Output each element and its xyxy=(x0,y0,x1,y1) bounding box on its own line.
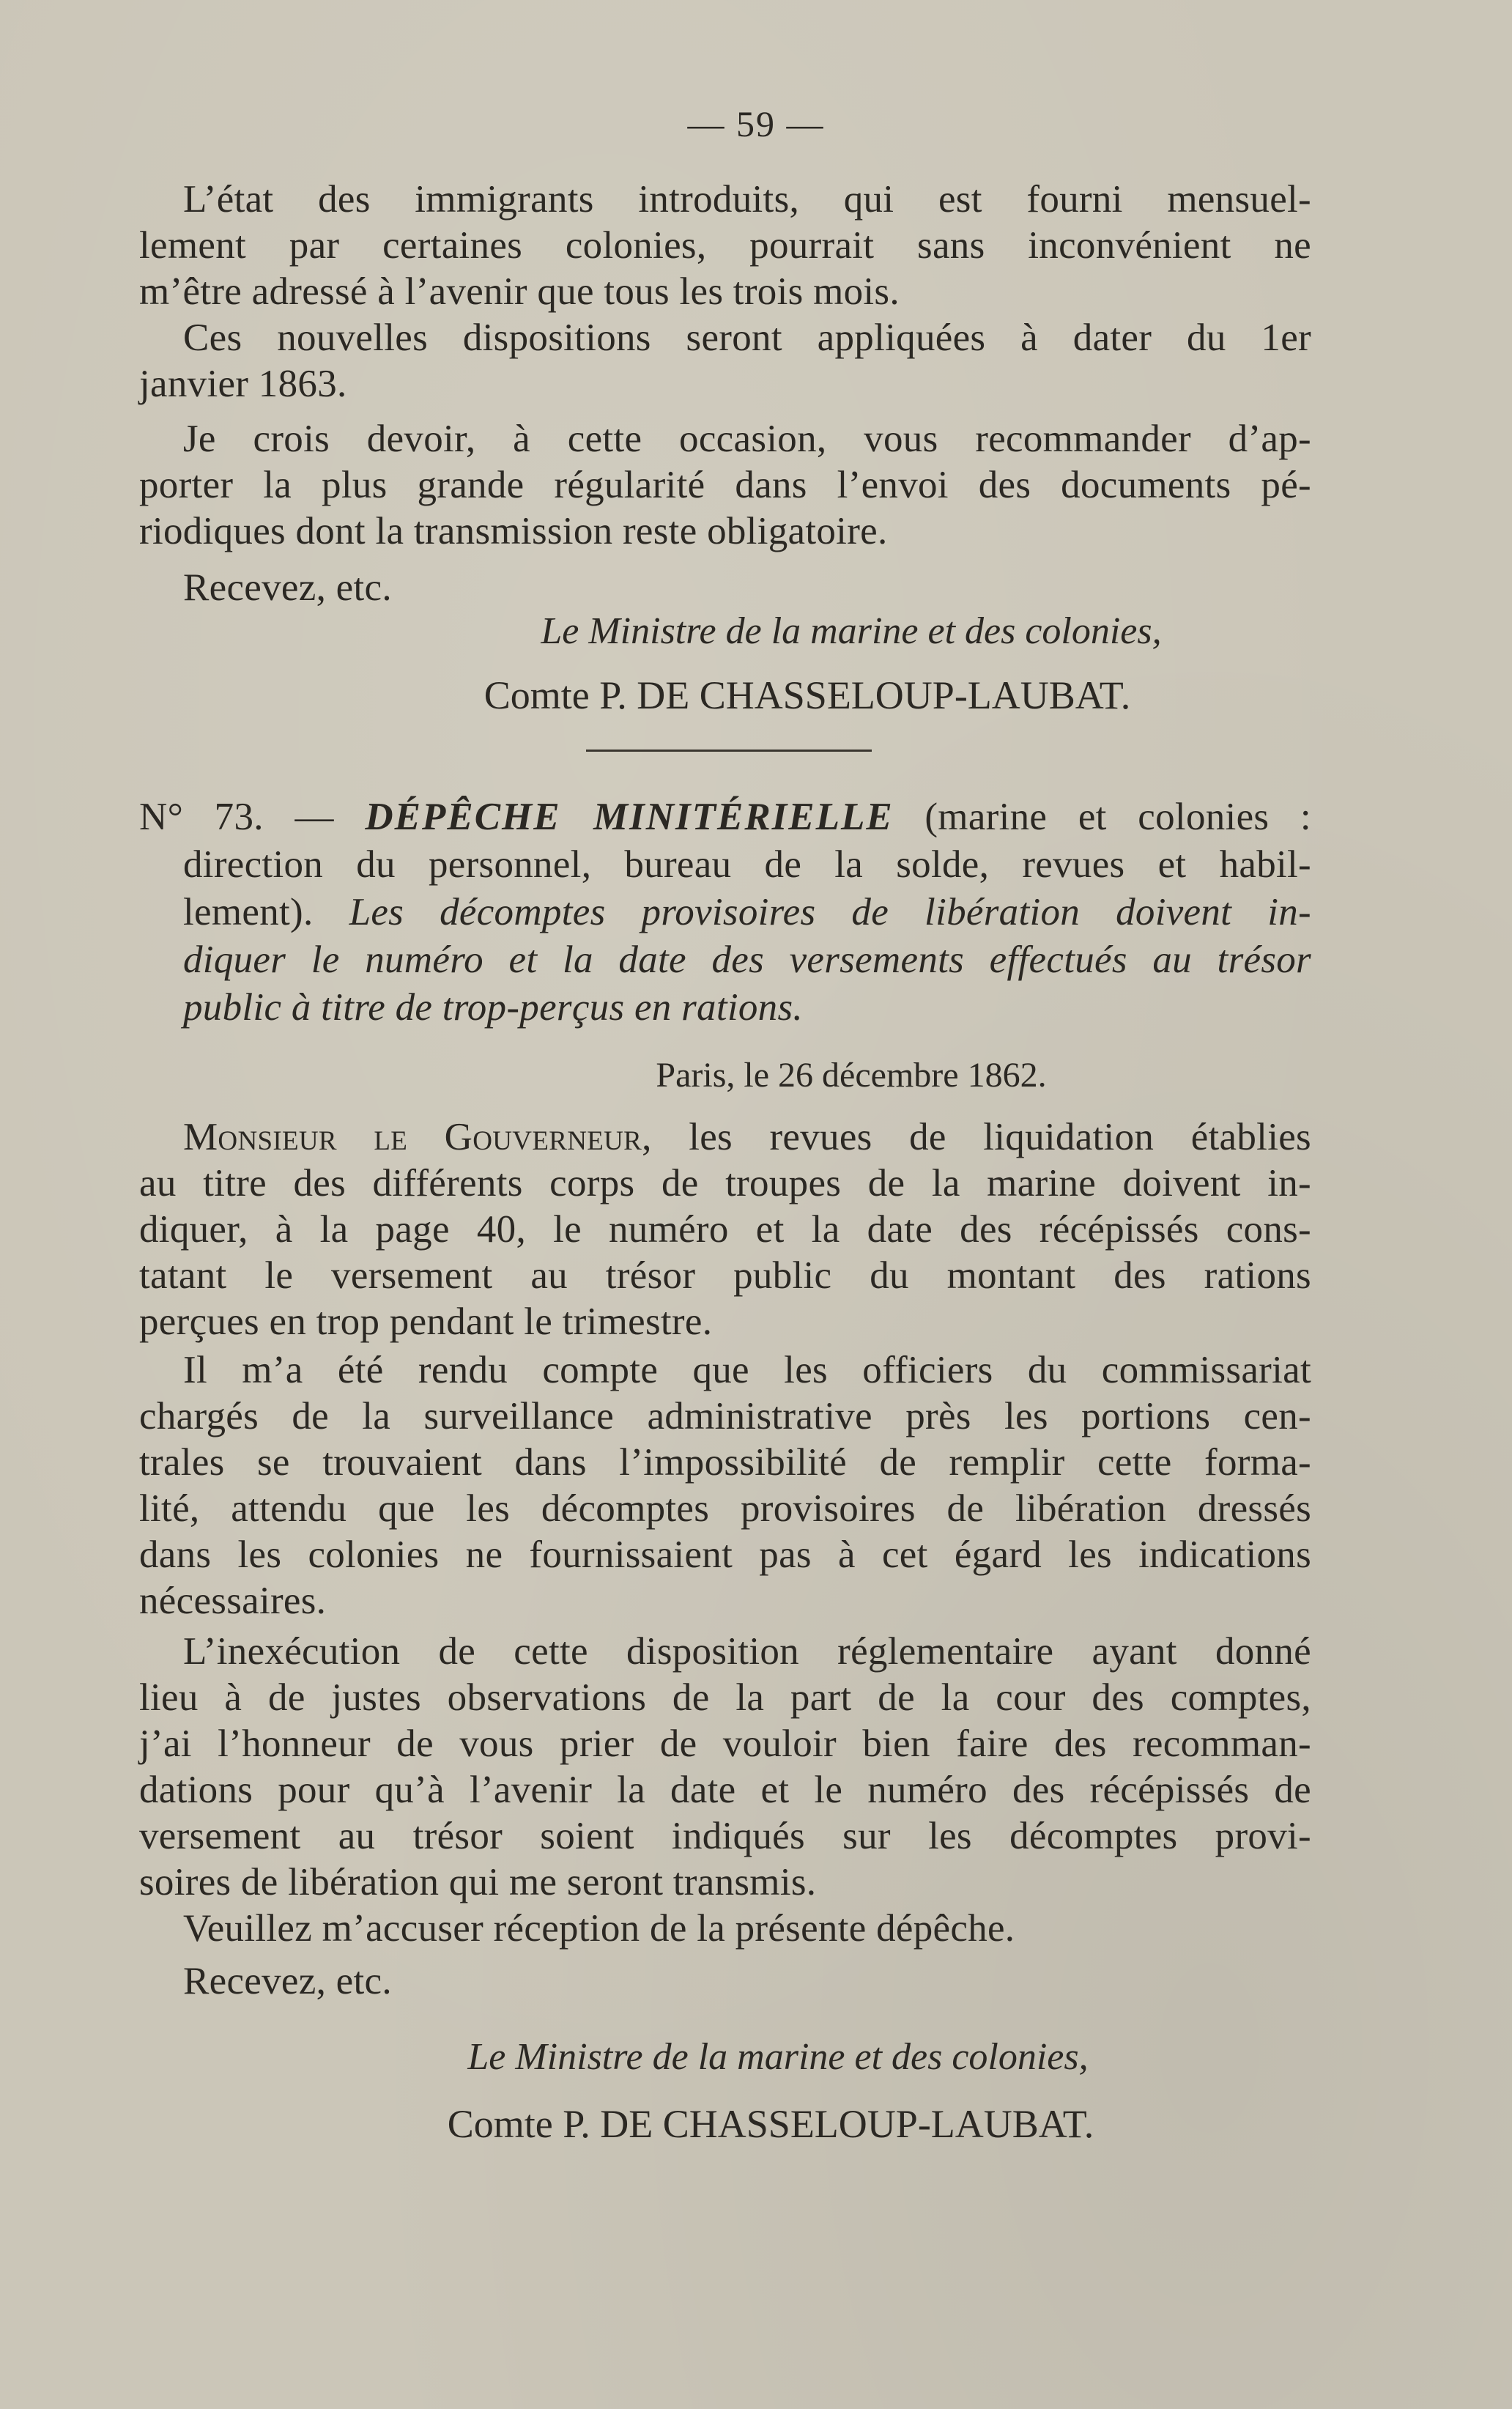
text-line: versement au trésor soient indiqués sur les décomptes provi- xyxy=(139,1815,1311,1857)
text-line: public à titre de trop-perçus en rations. xyxy=(183,986,803,1029)
text-line: Recevez, etc. xyxy=(183,1960,392,2002)
depeche-title: DÉPÊCHE MINITÉRIELLE xyxy=(365,796,894,838)
text-line: direction du personnel, bureau de la solde, revues et habil- xyxy=(183,843,1311,886)
depeche-heading xyxy=(139,793,1311,840)
text-plain: les revues de liquidation établies xyxy=(689,1116,1311,1158)
text-line: m’être adressé à l’avenir que tous les trois mois. xyxy=(139,270,900,313)
date-line: Paris, le 26 décembre 1862. xyxy=(656,1056,1047,1095)
text-italic: Les décomptes provisoires de libération doivent in- xyxy=(349,891,1311,933)
signature-name: Comte P. DE CHASSELOUP-LAUBAT. xyxy=(483,673,1131,717)
text-line: L’inexécution de cette disposition réglementaire ayant donné xyxy=(183,1630,1311,1673)
text-line: perçues en trop pendant le trimestre. xyxy=(139,1300,713,1343)
text-line: lieu à de justes observations de la part de la cour des comptes, xyxy=(139,1676,1311,1719)
text-line: L’état des immigrants introduits, qui est fourni mensuel- xyxy=(183,178,1311,221)
text-line: porter la plus grande régularité dans l’envoi des documents pé- xyxy=(139,464,1311,506)
text-line: soires de libération qui me seront transmis. xyxy=(139,1861,817,1903)
text-line: riodiques dont la transmission reste obligatoire. xyxy=(139,510,888,552)
text-line: nécessaires. xyxy=(139,1580,327,1622)
text-line: dations pour qu’à l’avenir la date et le numéro des récépissés de xyxy=(139,1769,1311,1811)
text-line: au titre des différents corps de troupes de la marine doivent in- xyxy=(139,1162,1311,1204)
signature-title: Le Ministre de la marine et des colonies, xyxy=(541,610,1162,652)
text-line: dans les colonies ne fournissaient pas à cet égard les indications xyxy=(139,1533,1311,1576)
text-line: j’ai l’honneur de vous prier de vouloir bien faire des recomman- xyxy=(139,1722,1311,1765)
signature-name: Comte P. DE CHASSELOUP-LAUBAT. xyxy=(447,2102,1094,2146)
text-line: Je crois devoir, à cette occasion, vous recommander d’ap- xyxy=(183,418,1311,460)
text-line xyxy=(183,889,1311,936)
text-line: janvier 1863. xyxy=(139,363,347,405)
text-plain: lement). xyxy=(183,891,314,933)
text-line: lité, attendu que les décomptes provisoires de libération dressés xyxy=(139,1487,1311,1530)
text-line: tatant le versement au trésor public du montant des rations xyxy=(139,1254,1311,1297)
page-number: — 59 — xyxy=(687,103,825,144)
text-line: Ces nouvelles dispositions seront appliquées à dater du 1er xyxy=(183,317,1311,359)
text-line: trales se trouvaient dans l’impossibilité de remplir cette forma- xyxy=(139,1441,1311,1484)
text-line: chargés de la surveillance administrative près les portions cen- xyxy=(139,1395,1311,1437)
text-line: Il m’a été rendu compte que les officiers du commissariat xyxy=(183,1349,1311,1391)
text-line: diquer le numéro et la date des versements effectués au trésor xyxy=(183,939,1311,981)
text-line: Veuillez m’accuser réception de la présente dépêche. xyxy=(183,1907,1015,1950)
text-line: Recevez, etc. xyxy=(183,566,392,609)
depeche-dash: — xyxy=(294,796,334,838)
text-line: diquer, à la page 40, le numéro et la date des récépissés cons- xyxy=(139,1208,1311,1251)
depeche-dept: (marine et colonies : xyxy=(924,796,1311,838)
text-line: lement par certaines colonies, pourrait sans inconvénient ne xyxy=(139,224,1311,267)
separator-rule xyxy=(586,750,872,752)
depeche-number: N° 73. xyxy=(139,796,264,838)
salutation: Monsieur le Gouverneur, xyxy=(183,1116,652,1158)
signature-title: Le Ministre de la marine et des colonies, xyxy=(467,2036,1089,2078)
text-line xyxy=(183,1114,1311,1161)
